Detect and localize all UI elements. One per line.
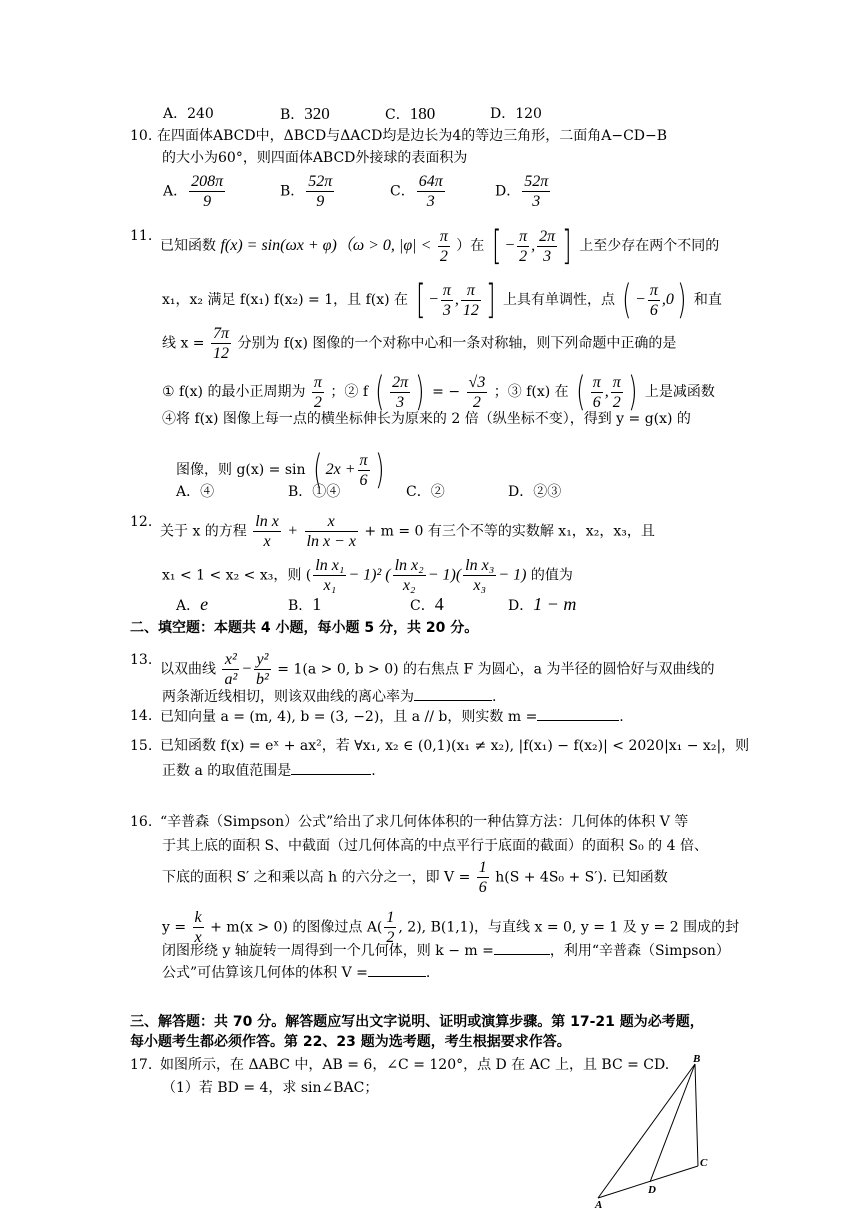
q11-line3: 线 x = $\frac{7\pi}{12}$ 分别为 f(x) 图像的一个对称中心和一条对称轴，则下列命题中正确的是 xyxy=(162,325,677,362)
q16-line5: 闭图形绕 y 轴旋转一周得到一个几何体，则 k − m = ，利用“辛普森（Simpson） xyxy=(162,940,730,961)
q9-option-b: B．320 xyxy=(280,104,330,123)
section-answer-heading-cont: 每小题考生都必须作答。第 22、23 题为选考题，考生根据要求作答。 xyxy=(130,1034,571,1050)
q17-number: 17. xyxy=(130,1057,153,1073)
q10-line1: 在四面体ABCD中，ΔBCD与ΔACD均是边长为4的等边三角形，二面角A−CD−B xyxy=(157,128,668,144)
q14-number: 14. xyxy=(130,708,153,724)
label-c: C xyxy=(700,1157,708,1169)
q12-option-c: C．4 xyxy=(410,594,444,614)
q11-option-b: B．①④ xyxy=(288,484,341,500)
q11-option-d: D．②③ xyxy=(508,484,562,500)
q16-line6: 公式”可估算该几何体的体积 V = . xyxy=(162,962,430,983)
q10-option-a: A． $\frac{208\pi}{9}$ xyxy=(163,173,224,210)
q10-option-b: B． $\frac{52\pi}{9}$ xyxy=(280,173,333,210)
q16-line3: 下底的面积 S′ 之和乘以高 h 的六分之一，即 V = $\frac{1}{6}$ h(S + 4S₀ + S′). 已知函数 xyxy=(162,859,668,896)
q10-option-c: C． $\frac{64\pi}{3}$ xyxy=(390,173,443,210)
label-a: A xyxy=(595,1199,603,1208)
edge-ab xyxy=(598,1064,695,1198)
q17-line1: 如图所示，在 ΔABC 中，AB = 6，∠C = 120°，点 D 在 AC 上，且 BC = CD. xyxy=(160,1057,670,1073)
q9-option-c: C．180 xyxy=(385,104,436,123)
q10-number: 10. xyxy=(130,128,153,144)
q15-line2: 正数 a 的取值范围是 . xyxy=(162,760,376,781)
q11-line1: 已知函数 f(x) = sin(ωx + φ)（ω > 0, |φ| < $\frac{\pi}{2}$ ）在 [ − $\frac{\pi}{2}$ , $\frac{2\pi}{3}$ ] 上至少存在两个不同的 xyxy=(160,223,720,269)
q16-number: 16. xyxy=(130,814,153,830)
q11-line2: x₁，x₂ 满足 f(x₁) f(x₂) = 1，且 f(x) 在 [ − $\frac{\pi}{3}$ , $\frac{\pi}{12}$ ] 上具有单调性，点 ( − $\frac{\pi}{6}$ ,0) 和直 xyxy=(162,277,722,323)
q16-line1: “辛普森（Simpson）公式”给出了求几何体体积的一种估算方法：几何体的体积 V 等 xyxy=(160,814,689,830)
q12-option-a: A．e xyxy=(176,594,209,614)
section-fill-in-heading: 二、填空题：本题共 4 小题，每小题 5 分，共 20 分。 xyxy=(130,620,479,636)
q10-line2: 的大小为60°，则四面体ABCD外接球的表面积为 xyxy=(162,150,468,166)
edge-bc xyxy=(695,1064,698,1166)
q11-statement-123: ① f(x) 的最小正周期为 $\frac{\pi}{2}$ ；② f ( $\frac{2\pi}{3}$ ) = − $\frac{√3}{2}$ ；③ f(x) 在 ( $\frac{\pi}{6}$ , $\frac{\pi}{2}$ ) 上是减函数 xyxy=(162,369,715,415)
q11-statement-4: ④将 f(x) 图像上每一点的横坐标伸长为原来的 2 倍（纵坐标不变），得到 y = g(x) 的 xyxy=(162,411,691,427)
q12-line2: x₁ < 1 < x₂ < x₃，则 ( $\frac{\text{ln x₁}}{\text{x₁}}$ − 1)² ( $\frac{\text{ln x₂}}{\text{x₂}}$ − 1)( $\frac{\text{ln x₃}}{\text{x₃}}$ − 1) 的值为 xyxy=(162,557,573,594)
q14-text: 已知向量 a = (m, 4), b = (3, −2)，且 a // b，则实数 m = . xyxy=(160,706,624,727)
q9-option-d: D．120 xyxy=(490,106,542,122)
edge-bd xyxy=(650,1064,695,1182)
label-d: D xyxy=(648,1184,656,1196)
q12-option-d: D．1 − m xyxy=(508,594,577,614)
q15-number: 15. xyxy=(130,738,153,754)
q12-line1: 关于 x 的方程 $\frac{\text{ln x}}{x}$ + $\frac{x}{\text{ln x − x}}$ + m = 0 有三个不等的实数解 x₁，x₂，x₃，且 xyxy=(160,513,655,550)
q13-number: 13. xyxy=(130,652,153,668)
q15-line1: 已知函数 f(x) = eˣ + ax²，若 ∀x₁, x₂ ∈ (0,1)(x₁ ≠ x₂), |f(x₁) − f(x₂)| < 2020|x₁ − x₂|，则 xyxy=(160,738,750,754)
q17-part1: （1）若 BD = 4，求 sin∠BAC； xyxy=(162,1080,379,1096)
q11-option-a: A．④ xyxy=(176,484,215,500)
q9-option-a: A．240 xyxy=(163,106,214,122)
section-answer-heading: 三、解答题：共 70 分。解答题应写出文字说明、证明或演算步骤。第 17-21 题为必考题， xyxy=(130,1014,704,1030)
q16-line4: y = $\frac{k}{x}$ + m(x > 0) 的图像过点 A( $\frac{1}{2}$ , 2), B(1,1)，与直线 x = 0, y = 1 及 y = 2 围成的封 xyxy=(162,909,740,946)
q13-line1: 以双曲线 $\frac{\text{x²}}{\text{a²}}$ − $\frac{\text{y²}}{\text{b²}}$ = 1(a > 0, b > 0) 的右焦点 F 为圆心，a 为半径的圆恰好与双曲线的 xyxy=(160,651,715,688)
q16-line2: 于其上底的面积 S、中截面（过几何体高的中点平行于底面的截面）的面积 S₀ 的 4 倍、 xyxy=(162,838,708,854)
q11-option-c: C．② xyxy=(406,484,445,500)
label-b: B xyxy=(693,1053,701,1065)
q11-statement-4-cont: 图像，则 g(x) = sin ( 2x + $\frac{\pi}{6}$ ) xyxy=(176,447,385,493)
q11-number: 11. xyxy=(130,228,153,244)
q10-option-d: D． $\frac{52\pi}{3}$ xyxy=(495,173,549,210)
triangle-figure xyxy=(580,1048,720,1208)
q12-option-b: B．1 xyxy=(288,594,322,614)
q13-line2: 两条渐近线相切，则该双曲线的离心率为 . xyxy=(162,686,496,707)
q12-number: 12. xyxy=(130,514,153,530)
